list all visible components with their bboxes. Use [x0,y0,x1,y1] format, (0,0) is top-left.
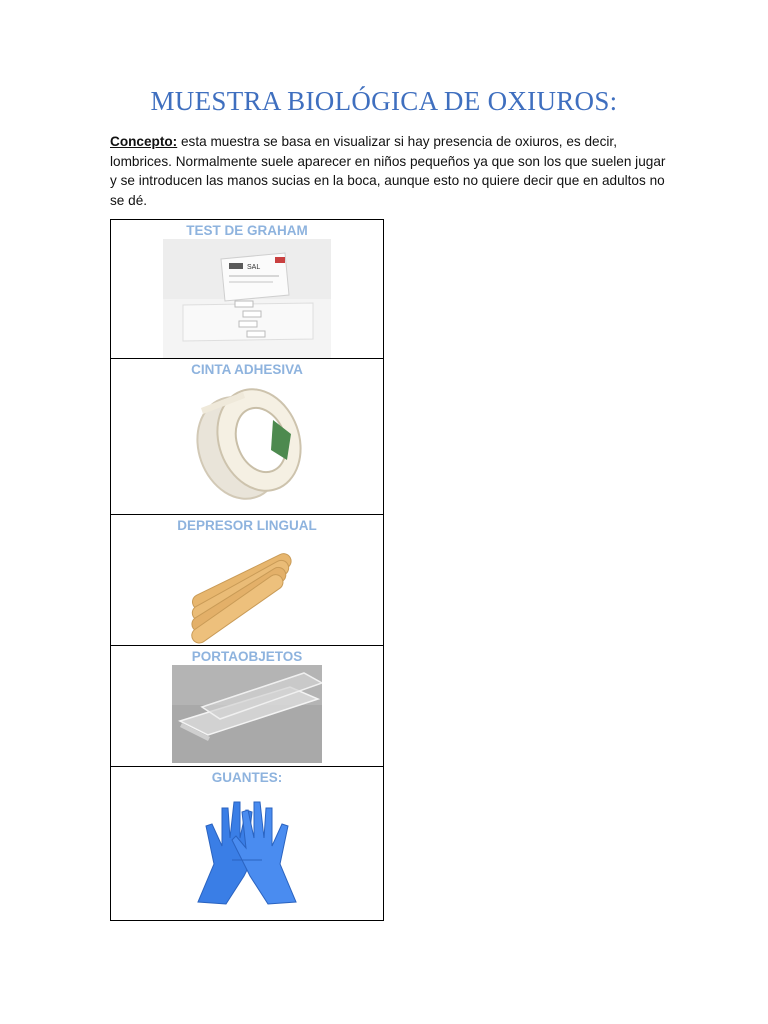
table-row [111,767,384,921]
document-title: MUESTRA BIOLÓGICA DE OXIUROS: [150,86,618,116]
table-row [111,220,384,359]
table-row [111,515,384,646]
table-row [111,646,384,767]
blue-gloves-image [192,786,302,906]
table-row [111,359,384,515]
adhesive-tape-image [177,378,317,510]
tongue-depressor-image [182,534,312,644]
concept-label: Concepto: [110,134,178,149]
graham-test-kit-image [163,239,331,358]
cell-label-guantes: GUANTES: [211,770,283,785]
cell-label-test-graham: TEST DE GRAHAM [186,223,308,238]
cell-label-portaobjetos: PORTAOBJETOS [191,649,303,664]
microscope-slides-image [172,665,322,763]
cell-label-cinta-adhesiva: CINTA ADHESIVA [191,362,303,377]
concept-paragraph [110,132,670,210]
kit-brand-text: SAL [247,264,261,271]
cell-label-depresor-lingual: DEPRESOR LINGUAL [177,518,317,533]
concept-text: esta muestra se basa en visualizar si hay presencia de oxiuros, es decir, lombrices. Normalmente suele aparecer en niños pequeños ya que son los que suelen jugar y se introducen las manos sucias en la boca, aunque esto no quiere decir que en adultos no se dé. [110,134,666,208]
materials-table [110,219,384,921]
